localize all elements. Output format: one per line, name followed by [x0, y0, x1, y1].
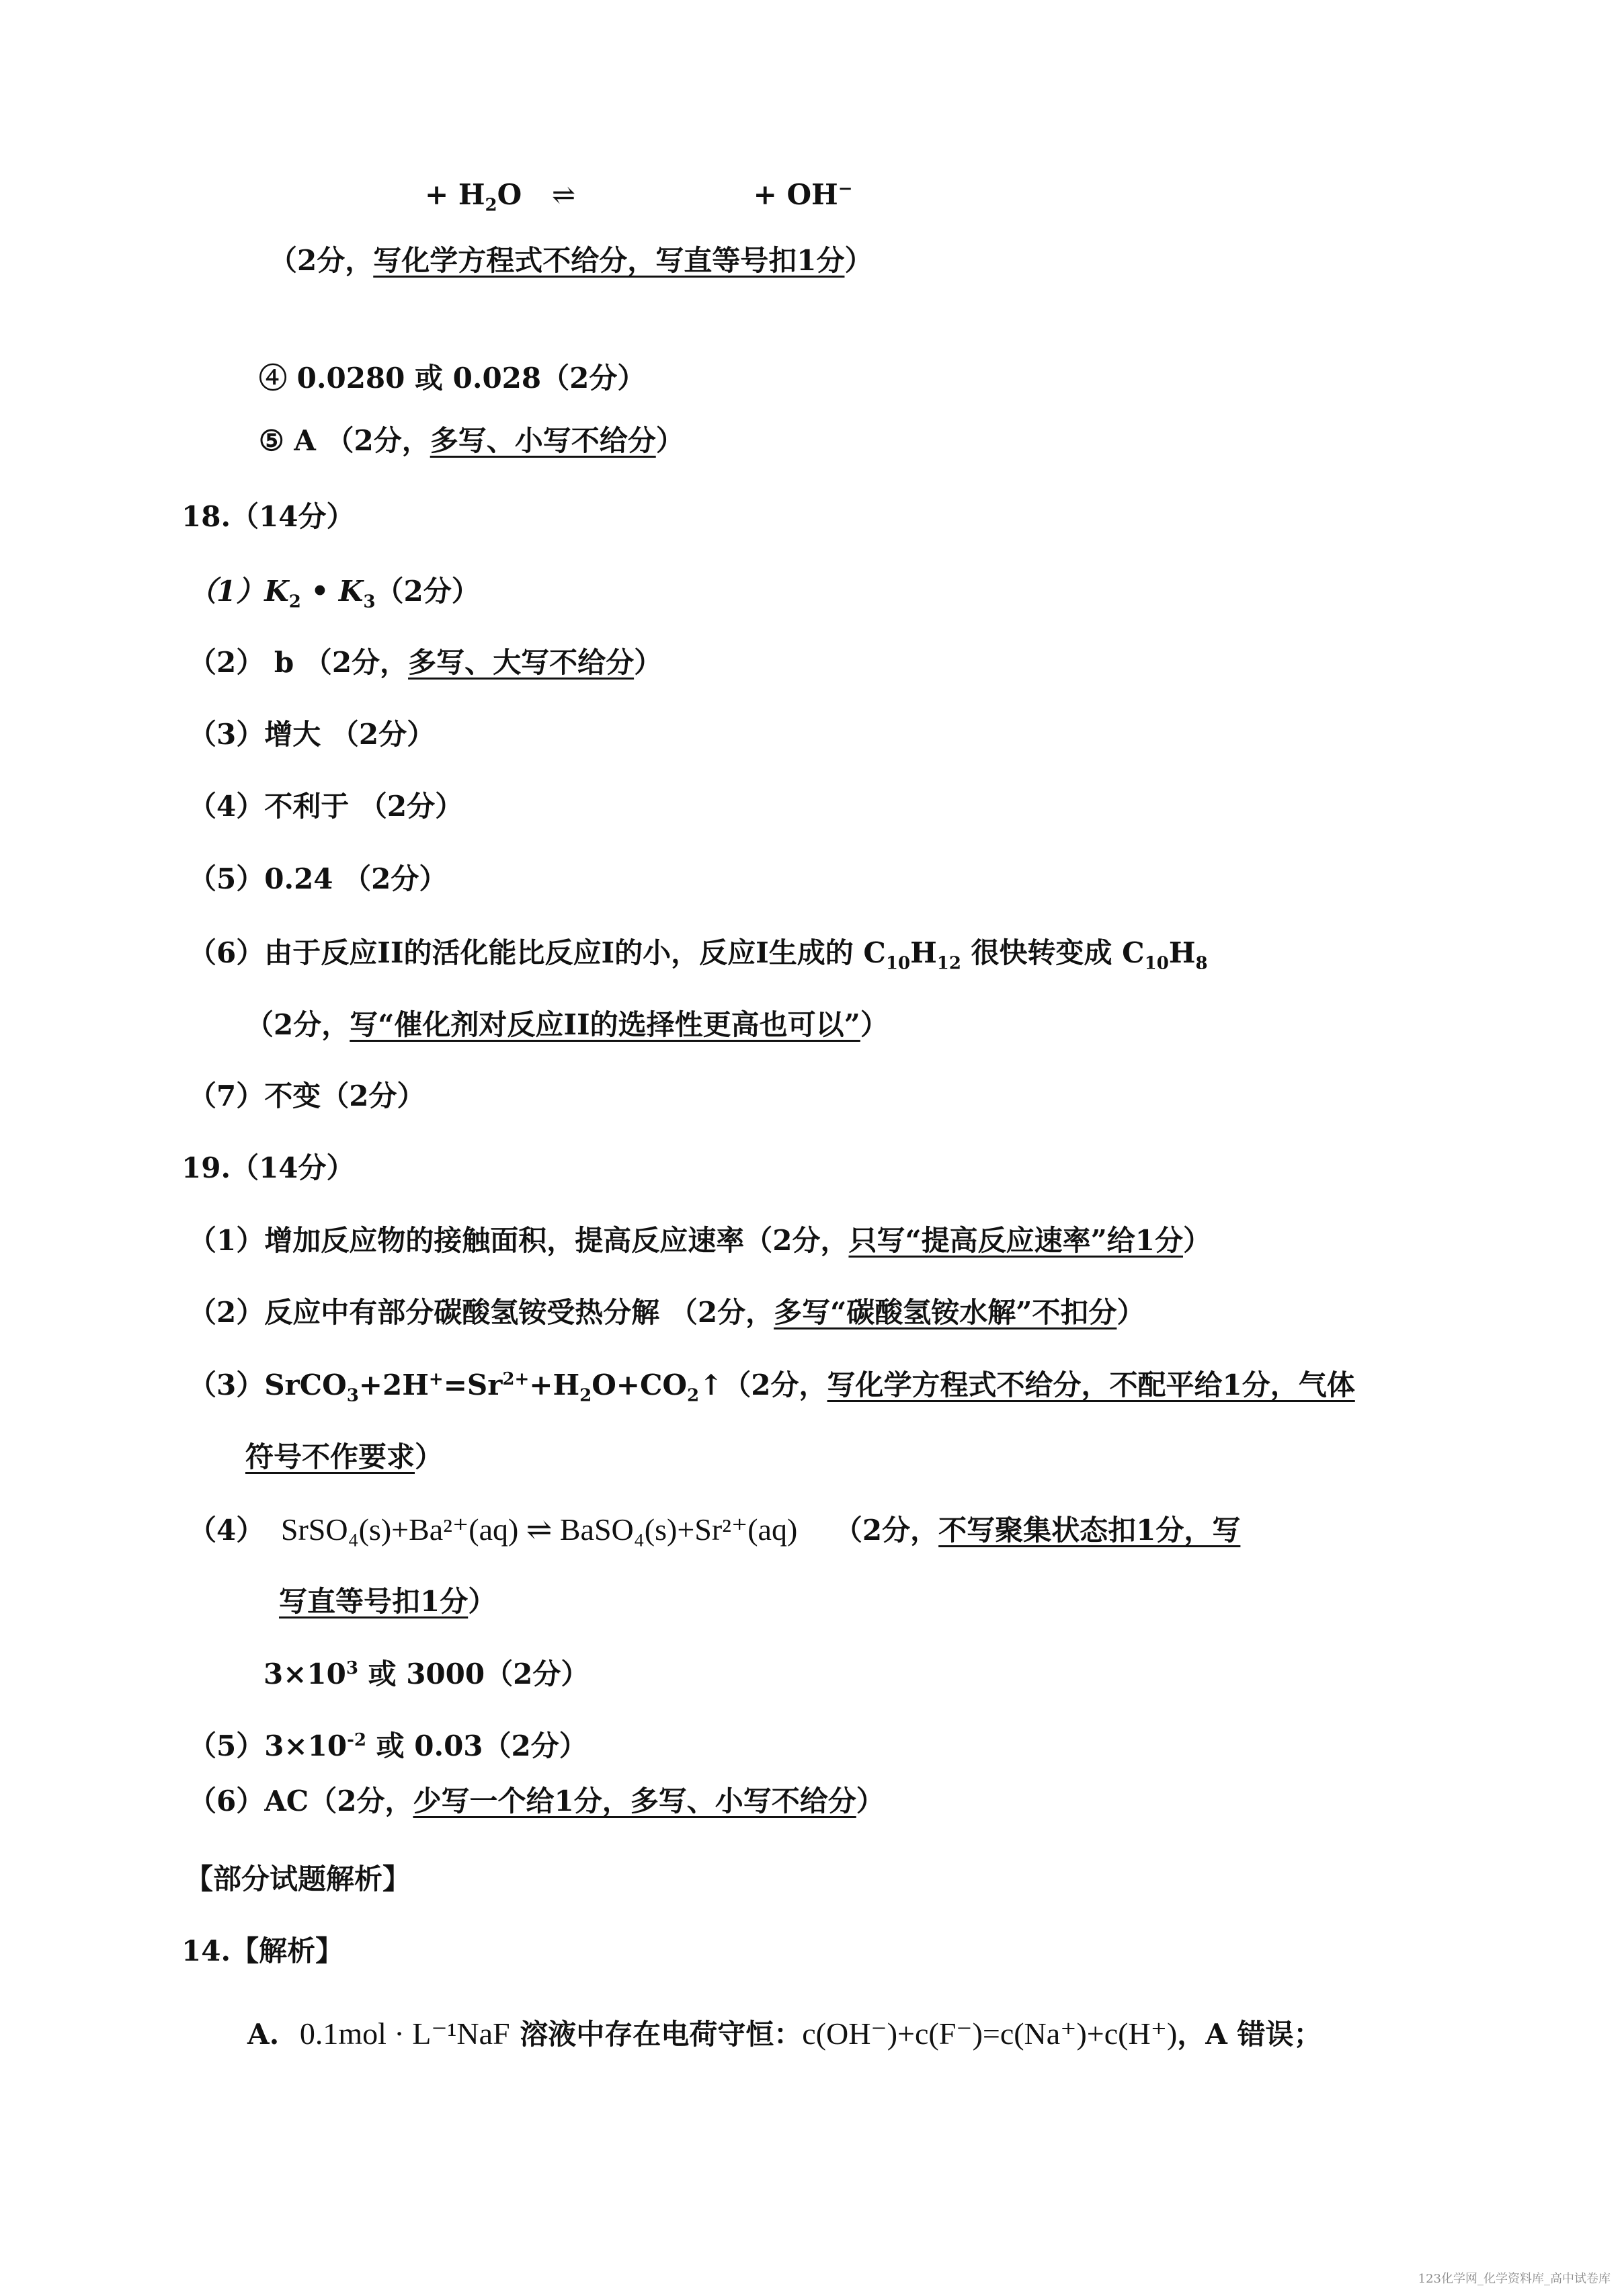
question-18-heading: 18.（14分） — [181, 500, 355, 533]
answer-5-underlined: 多写、小写不给分 — [430, 424, 656, 457]
q18-answer-2 — [188, 644, 662, 682]
question-14-heading: 14.【解析】 — [181, 1934, 344, 1967]
q18-1-prefix: （1）K — [188, 575, 289, 608]
note-underlined: 写“催化剂对反应II的选择性更高也可以” — [350, 1008, 860, 1041]
q19-1-underlined: 只写“提高反应速率”给1分 — [848, 1224, 1183, 1257]
subscript: 10 — [885, 953, 911, 974]
formula-part: （3）SrCO — [188, 1368, 347, 1401]
q19-answer-3 — [188, 1366, 1355, 1404]
value-part: 或 0.03（2分） — [366, 1729, 587, 1762]
q19-answer-1 — [188, 1222, 1211, 1260]
q19-answer-2 — [188, 1294, 1145, 1332]
q19-1-suffix: ） — [1183, 1224, 1212, 1257]
note-prefix: （2分， — [245, 1008, 350, 1041]
q18-answer-6-note — [245, 1006, 889, 1044]
q19-6-prefix: （6）AC（2分， — [188, 1785, 413, 1817]
formula-part: +H — [529, 1368, 580, 1401]
q19-2-underlined: 多写“碳酸氢铵水解”不扣分 — [774, 1296, 1117, 1329]
q19-6-suffix: ） — [856, 1785, 885, 1817]
option-conclusion: ，A 错误； — [1177, 2018, 1322, 2051]
concentration-expr: 0.1mol · L⁻¹NaF — [299, 2016, 510, 2051]
subscript: 8 — [1195, 953, 1208, 974]
equilibrium-equation: SrSO₄(s)+Ba²⁺(aq) ⇌ BaSO₄(s)+Sr²⁺(aq) — [280, 1512, 798, 1547]
h-text: H — [1168, 936, 1196, 969]
q18-1-suffix: （2分） — [375, 575, 480, 608]
q14-option-a — [247, 2015, 1322, 2053]
q19-answer-4-value — [263, 1655, 589, 1693]
q19-answer-5 — [188, 1727, 587, 1765]
scoring-note — [269, 242, 872, 280]
note-suffix: ） — [860, 1008, 889, 1041]
superscript: 3 — [346, 1658, 358, 1678]
note-suffix: ） — [844, 244, 873, 277]
formula-part: O+CO — [592, 1368, 688, 1401]
formula-part: =Sr — [443, 1368, 503, 1401]
note-prefix: （2分， — [269, 244, 374, 277]
hydroxide-text: + OH — [753, 178, 838, 211]
q19-6-underlined: 少写一个给1分，多写、小写不给分 — [413, 1785, 856, 1817]
q18-answer-6 — [188, 934, 1208, 972]
subscript: 12 — [936, 953, 961, 974]
answer-5 — [259, 422, 684, 460]
watermark-footer: 123化学网_化学资料库_高中试卷库 — [1418, 2272, 1611, 2286]
subscript: 2 — [485, 195, 497, 216]
subscript: 2 — [579, 1385, 592, 1406]
formula-part: ↑（2分， — [699, 1368, 827, 1401]
charge-balance-equation: c(OH⁻)+c(F⁻)=c(Na⁺)+c(H⁺) — [802, 2016, 1178, 2051]
q18-answer-1 — [188, 573, 480, 610]
value-part: 或 3000（2分） — [358, 1657, 590, 1690]
q18-answer-5: （5）0.24 （2分） — [188, 862, 448, 895]
superscript: − — [838, 179, 853, 199]
q19-4-underlined: 不写聚集状态扣1分，写 — [938, 1514, 1241, 1547]
section-heading: 【部分试题解析】 — [185, 1862, 411, 1895]
subscript: 2 — [288, 591, 301, 612]
option-text: 溶液中存在电荷守恒： — [510, 2018, 803, 2051]
q18-answer-7: （7）不变（2分） — [188, 1079, 425, 1112]
value-part: （5）3×10 — [188, 1729, 348, 1762]
q19-3-underlined-cont: 符号不作要求 — [245, 1440, 415, 1473]
answer-4: ④ 0.0280 或 0.028（2分） — [259, 362, 646, 395]
subscript: 10 — [1144, 953, 1169, 974]
q18-6-mid: 很快转变成 C — [961, 936, 1145, 969]
subscript: 3 — [363, 591, 376, 612]
q19-4-underlined-cont: 写直等号扣1分 — [279, 1585, 469, 1618]
q19-4-label: （4） — [188, 1514, 265, 1547]
formula-part: +2H — [358, 1368, 429, 1401]
o-text: O — [497, 178, 522, 211]
subscript: 2 — [687, 1385, 700, 1406]
q19-4-prefix: （2分， — [834, 1514, 939, 1547]
q18-1-mid: • K — [300, 575, 364, 608]
value-part: 3×10 — [263, 1657, 346, 1690]
superscript: 2+ — [502, 1369, 530, 1389]
q19-2-prefix: （2）反应中有部分碳酸氢铵受热分解 （2分， — [188, 1296, 774, 1329]
q19-answer-3-cont — [245, 1438, 443, 1476]
q18-2-suffix: ） — [634, 646, 663, 679]
q18-6-text: （6）由于反应II的活化能比反应I的小，反应I生成的 C — [188, 936, 886, 969]
q18-answer-3: （3）增大 （2分） — [188, 718, 436, 751]
q19-answer-4-cont — [279, 1583, 496, 1621]
q18-answer-4: （4）不利于 （2分） — [188, 790, 464, 823]
q19-answer-6 — [188, 1783, 885, 1820]
answer-5-suffix: ） — [655, 424, 684, 457]
superscript: + — [428, 1369, 444, 1389]
q19-2-suffix: ） — [1116, 1296, 1145, 1329]
q18-2-prefix: （2） b （2分， — [188, 646, 409, 679]
q19-4-suffix: ） — [468, 1585, 497, 1618]
superscript: -2 — [347, 1730, 366, 1750]
equation-fragment-line — [425, 176, 853, 214]
q18-2-underlined: 多写、大写不给分 — [408, 646, 635, 679]
note-underlined: 写化学方程式不给分，写直等号扣1分 — [373, 244, 845, 277]
h-text: H — [910, 936, 937, 969]
answer-5-prefix: ⑤ A （2分， — [259, 424, 430, 457]
q19-3-underlined: 写化学方程式不给分，不配平给1分，气体 — [827, 1368, 1355, 1401]
plus-h-text: + H — [425, 178, 485, 211]
question-19-heading: 19.（14分） — [181, 1151, 355, 1184]
equilibrium-arrow: ⇌ — [551, 178, 576, 211]
q19-answer-4 — [188, 1511, 1240, 1549]
q19-1-prefix: （1）增加反应物的接触面积，提高反应速率（2分， — [188, 1224, 849, 1257]
q19-3-suffix: ） — [415, 1440, 444, 1473]
subscript: 3 — [346, 1385, 359, 1406]
option-label: A. — [247, 2018, 280, 2051]
